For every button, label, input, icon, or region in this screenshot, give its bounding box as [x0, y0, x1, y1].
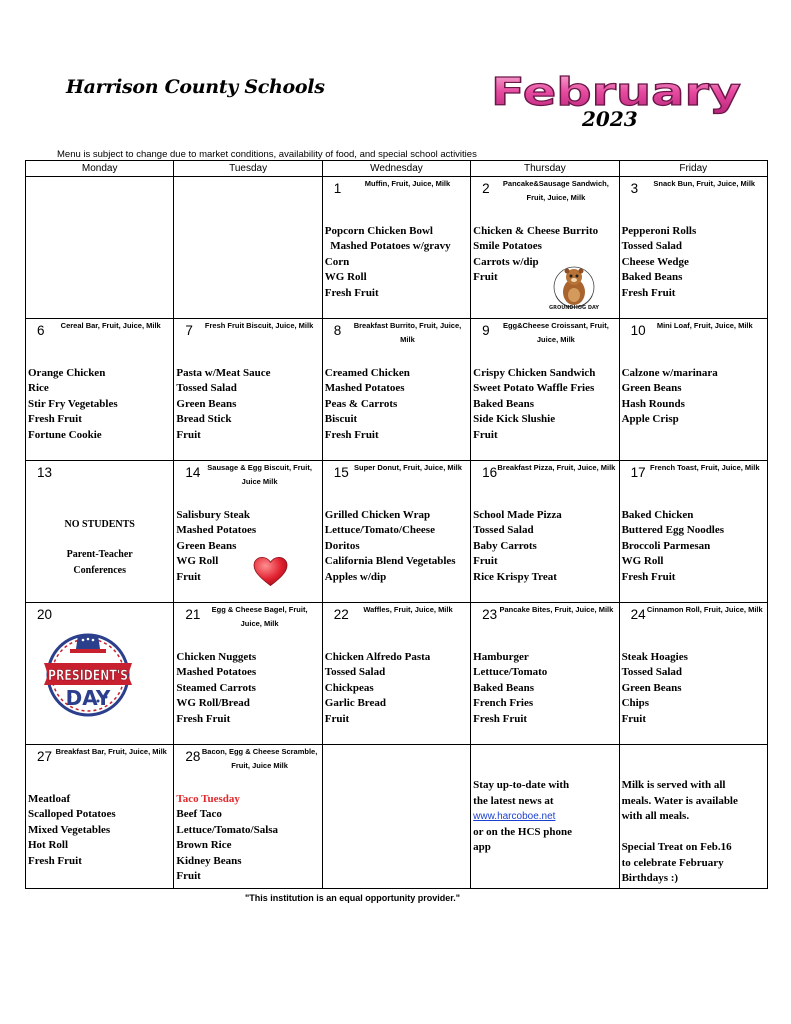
menu-item: Baked Beans	[473, 681, 534, 694]
menu-item: Apple Crisp	[621, 413, 679, 426]
lunch-items	[176, 508, 319, 585]
day-header	[323, 177, 467, 196]
breakfast-headline: Mini Loaf, Fruit, Juice, Milk	[656, 321, 753, 330]
day-header	[174, 603, 318, 631]
menu-item: Calzone w/marinara	[621, 367, 718, 379]
menu-item: Fruit	[176, 870, 201, 883]
menu-item: Fruit	[621, 712, 647, 725]
info-line: or on the HCS phone	[473, 825, 572, 838]
menu-item: WG Roll	[621, 555, 664, 568]
day-cell	[619, 603, 767, 745]
menu-item: Meatloaf	[28, 793, 71, 805]
breakfast-headline: Muffin, Fruit, Juice, Milk	[364, 179, 451, 188]
day-number: 28	[185, 749, 201, 764]
day-cell	[322, 603, 470, 745]
menu-item: Popcorn Chicken Bowl	[324, 225, 433, 237]
menu-note: Menu is subject to change due to market conditions, availability of food, and special school activities	[57, 149, 477, 160]
milk-and-treat-info	[622, 778, 763, 887]
day-cell	[322, 177, 470, 319]
menu-item: Green Beans	[176, 539, 237, 552]
menu-item: Fresh Fruit	[621, 570, 676, 583]
lunch-items	[28, 792, 171, 869]
day-cell	[471, 319, 619, 461]
day-header	[471, 461, 615, 480]
menu-item: Baby Carrots	[473, 539, 537, 552]
menu-item: Pepperoni Rolls	[621, 225, 697, 237]
day-cell	[471, 745, 619, 889]
weekday-tuesday: Tuesday	[174, 161, 322, 177]
menu-item: Smile Potatoes	[473, 240, 542, 253]
equal-opportunity-statement: "This institution is an equal opportunity provider."	[245, 893, 461, 903]
info-line: app	[473, 841, 491, 853]
menu-item: Green Beans	[176, 397, 237, 410]
lunch-items	[622, 224, 765, 301]
menu-item: Orange Chicken	[28, 367, 106, 379]
menu-item: Garlic Bread	[324, 697, 386, 710]
lunch-items	[325, 366, 468, 443]
breakfast-headline: Pancake&Sausage Sandwich, Fruit, Juice, Milk	[502, 179, 609, 202]
menu-item: Buttered Egg Noodles	[621, 524, 725, 537]
weekday-monday: Monday	[26, 161, 174, 177]
lunch-items	[325, 650, 468, 727]
lunch-items	[325, 224, 468, 301]
lunch-items	[28, 366, 171, 443]
info-line: Milk is served with all	[621, 779, 726, 791]
day-cell	[619, 745, 767, 889]
groundhog-day-icon	[549, 262, 600, 312]
day-number: 1	[333, 181, 342, 196]
breakfast-headline: Super Donut, Fruit, Juice, Milk	[354, 463, 462, 472]
day-number: 16	[482, 465, 498, 480]
menu-item: Lettuce/Tomato	[473, 666, 548, 679]
menu-item: WG Roll	[176, 555, 219, 568]
menu-item: Fresh Fruit	[324, 428, 379, 441]
weekday-wednesday: Wednesday	[322, 161, 470, 177]
week-row	[26, 745, 768, 889]
day-header	[174, 461, 318, 489]
day-cell	[619, 319, 767, 461]
menu-item: Hash Rounds	[621, 397, 685, 410]
menu-item: Tossed Salad	[621, 666, 682, 679]
day-header	[620, 319, 764, 338]
month-title	[489, 72, 743, 112]
lunch-items	[176, 366, 319, 443]
no-students-notice: NO STUDENTS	[64, 519, 135, 530]
month-wordart	[489, 72, 743, 112]
day-cell	[322, 461, 470, 603]
menu-item: California Blend Vegetables	[324, 555, 456, 568]
menu-item: Fresh Fruit	[324, 286, 379, 299]
menu-item: Green Beans	[621, 382, 682, 395]
breakfast-headline: Sausage & Egg Biscuit, Fruit, Juice Milk	[207, 463, 312, 486]
lunch-items	[325, 508, 468, 585]
lunch-items	[622, 366, 765, 428]
day-header	[471, 319, 615, 347]
info-line: Special Treat on Feb.16	[621, 841, 732, 853]
day-number: 9	[482, 323, 490, 338]
lunch-items	[622, 650, 765, 727]
menu-item: Tossed Salad	[473, 524, 534, 537]
day-number: 7	[185, 323, 193, 338]
day-cell	[26, 319, 174, 461]
news-info	[473, 778, 614, 856]
menu-item: Doritos	[324, 539, 360, 552]
menu-item: Steamed Carrots	[176, 681, 256, 694]
lunch-items	[473, 650, 616, 727]
day-header	[323, 319, 467, 347]
day-cell	[26, 603, 174, 745]
menu-item: Crispy Chicken Sandwich	[473, 367, 596, 379]
breakfast-headline: Cinnamon Roll, Fruit, Juice, Milk	[646, 605, 763, 614]
menu-item: Lettuce/Tomato/Salsa	[176, 823, 279, 836]
menu-item: Fruit	[473, 555, 498, 568]
breakfast-headline: Egg&Cheese Croissant, Fruit, Juice, Milk	[502, 321, 609, 344]
menu-item: Beef Taco	[176, 808, 222, 821]
menu-item: Fruit	[473, 428, 498, 441]
day-number: 6	[37, 323, 45, 338]
menu-item: Hamburger	[473, 651, 529, 663]
info-line	[622, 825, 763, 841]
info-line: Birthdays :)	[621, 872, 679, 884]
info-line: to celebrate February	[621, 856, 724, 869]
day-cell	[174, 177, 322, 319]
menu-item: Cheese Wedge	[621, 255, 689, 268]
day-header	[323, 461, 467, 480]
day-header	[620, 603, 764, 622]
svg-text:DAY: DAY	[65, 686, 111, 710]
menu-item: Tossed Salad	[324, 666, 386, 679]
day-cell	[174, 319, 322, 461]
menu-item: Kidney Beans	[176, 854, 242, 867]
day-number: 22	[333, 607, 349, 622]
info-line: the latest news at	[473, 794, 554, 807]
breakfast-headline: Pancake Bites, Fruit, Juice, Milk	[499, 605, 614, 614]
menu-item: Chicken Alfredo Pasta	[324, 651, 431, 663]
menu-item: Chickpeas	[324, 681, 374, 694]
menu-item: Fruit	[324, 712, 350, 725]
menu-item: Scalloped Potatoes	[28, 808, 116, 821]
menu-item: Rice	[28, 382, 49, 395]
menu-item: French Fries	[473, 697, 534, 710]
day-cell	[322, 745, 470, 889]
menu-item: Fortune Cookie	[28, 428, 102, 441]
menu-item: Apples w/dip	[324, 570, 387, 583]
info-line: Stay up-to-date with	[473, 779, 570, 791]
menu-item: WG Roll/Bread	[176, 697, 250, 710]
day-header	[26, 603, 170, 622]
breakfast-headline: Breakfast Pizza, Fruit, Juice, Milk	[497, 463, 616, 472]
menu-item: Fresh Fruit	[473, 712, 528, 725]
menu-item: Taco Tuesday	[176, 793, 240, 805]
day-header	[174, 745, 318, 773]
menu-item: School Made Pizza	[473, 509, 562, 521]
day-cell	[26, 461, 174, 603]
menu-item: Fruit	[473, 271, 498, 284]
day-cell	[619, 461, 767, 603]
week-row	[26, 461, 768, 603]
menu-item: Fresh Fruit	[176, 712, 231, 725]
menu-item: Pasta w/Meat Sauce	[176, 367, 271, 379]
week-row	[26, 603, 768, 745]
menu-item: Side Kick Slushie	[473, 413, 556, 426]
day-header	[471, 603, 615, 622]
breakfast-headline: Breakfast Bar, Fruit, Juice, Milk	[55, 747, 167, 756]
day-cell	[322, 319, 470, 461]
week-row	[26, 177, 768, 319]
day-cell	[174, 461, 322, 603]
menu-item: Grilled Chicken Wrap	[324, 509, 431, 521]
info-line: with all meals.	[621, 810, 690, 822]
menu-item: Mashed Potatoes	[176, 666, 257, 679]
menu-item: Carrots w/dip	[473, 255, 539, 268]
menu-item: Mashed Potatoes	[176, 524, 257, 537]
day-header	[620, 177, 764, 196]
year: 2023	[582, 107, 638, 131]
menu-item: Green Beans	[621, 681, 682, 694]
page-title: Harrison County Schools	[66, 76, 325, 98]
menu-item: Steak Hoagies	[621, 651, 688, 663]
week-row	[26, 319, 768, 461]
day-number: 23	[482, 607, 498, 622]
menu-item: Fruit	[176, 570, 201, 583]
weekday-header-row	[26, 161, 768, 177]
menu-item: Fruit	[176, 428, 201, 441]
day-number: 3	[630, 181, 639, 196]
breakfast-headline: Breakfast Burrito, Fruit, Juice, Milk	[353, 321, 462, 344]
menu-item: Brown Rice	[176, 839, 232, 852]
day-header	[26, 319, 170, 338]
breakfast-headline: Waffles, Fruit, Juice, Milk	[363, 605, 453, 614]
day-number: 20	[37, 607, 53, 622]
website-link[interactable]: www.harcoboe.net	[473, 811, 556, 822]
day-number: 13	[37, 465, 53, 480]
menu-item: Lettuce/Tomato/Cheese	[324, 524, 435, 537]
menu-item: Chicken Nuggets	[176, 651, 257, 663]
lunch-items	[176, 792, 319, 884]
menu-item: Tossed Salad	[621, 240, 682, 253]
day-number: 8	[333, 323, 342, 338]
weekday-thursday: Thursday	[471, 161, 619, 177]
day-header	[26, 745, 170, 764]
menu-item: Salisbury Steak	[176, 509, 251, 521]
menu-item: Corn	[324, 255, 350, 268]
menu-item: Baked Beans	[473, 397, 534, 410]
heart-icon	[253, 556, 288, 588]
weekday-friday: Friday	[619, 161, 767, 177]
menu-item: Fresh Fruit	[28, 413, 82, 426]
menu-item: Mashed Potatoes w/gravy	[324, 240, 451, 253]
menu-item: Fresh Fruit	[28, 854, 82, 867]
day-number: 2	[482, 181, 490, 196]
menu-item: Hot Roll	[28, 839, 69, 852]
day-header	[620, 461, 764, 480]
menu-item: Creamed Chicken	[324, 367, 410, 379]
menu-item: Baked Beans	[621, 271, 683, 284]
breakfast-headline: Bacon, Egg & Cheese Scramble, Fruit, Juice Milk	[201, 747, 318, 770]
menu-item: Stir Fry Vegetables	[28, 397, 118, 410]
day-cell	[26, 177, 174, 319]
lunch-items	[473, 366, 616, 443]
day-number: 17	[630, 465, 646, 480]
menu-item: Broccoli Parmesan	[621, 539, 711, 552]
day-header	[323, 603, 467, 622]
breakfast-headline: Cereal Bar, Fruit, Juice, Milk	[60, 321, 161, 330]
day-number: 14	[185, 465, 201, 480]
day-number: 27	[37, 749, 53, 764]
menu-item: Rice Krispy Treat	[473, 570, 557, 583]
breakfast-headline: Egg & Cheese Bagel, Fruit, Juice, Milk	[211, 605, 308, 628]
day-header	[471, 177, 615, 205]
breakfast-headline: French Toast, Fruit, Juice, Milk	[650, 463, 760, 472]
day-number: 24	[630, 607, 646, 622]
day-cell	[174, 745, 322, 889]
breakfast-headline: Fresh Fruit Biscuit, Juice, Milk	[204, 321, 314, 330]
lunch-items	[622, 508, 765, 585]
day-cell	[471, 177, 619, 319]
menu-item: WG Roll	[324, 271, 367, 284]
day-cell	[26, 745, 174, 889]
menu-item: Sweet Potato Waffle Fries	[473, 382, 595, 395]
day-header	[26, 461, 170, 480]
day-number: 15	[333, 465, 349, 480]
breakfast-headline: Snack Bun, Fruit, Juice, Milk	[653, 179, 756, 188]
conference-notice: Conferences	[73, 565, 126, 576]
day-cell	[471, 461, 619, 603]
day-number: 21	[185, 607, 201, 622]
menu-item: Fresh Fruit	[621, 286, 676, 299]
svg-text:PRESIDENT'S: PRESIDENT'S	[48, 668, 128, 684]
menu-item: Tossed Salad	[176, 382, 237, 395]
menu-item: Mixed Vegetables	[28, 823, 111, 836]
lunch-items	[176, 650, 319, 727]
day-number: 10	[630, 323, 646, 338]
menu-item: Baked Chicken	[621, 509, 694, 521]
info-line: meals. Water is available	[621, 794, 738, 807]
day-header	[174, 319, 318, 338]
presidents-day-icon	[40, 627, 136, 717]
menu-item: Bread Stick	[176, 413, 232, 426]
day-cell	[471, 603, 619, 745]
lunch-items	[473, 508, 616, 585]
menu-item: Mashed Potatoes	[324, 382, 405, 395]
menu-item: Biscuit	[324, 413, 358, 426]
menu-item: Chicken & Cheese Burrito	[473, 225, 599, 237]
menu-calendar	[25, 160, 768, 889]
menu-item: Peas & Carrots	[324, 397, 398, 410]
conference-notice: Parent-Teacher	[66, 549, 133, 560]
menu-item: Chips	[621, 697, 650, 710]
day-cell	[174, 603, 322, 745]
day-cell	[619, 177, 767, 319]
svg-text:February: February	[491, 70, 742, 114]
svg-text:GROUNDHOG DAY: GROUNDHOG DAY	[549, 305, 600, 311]
